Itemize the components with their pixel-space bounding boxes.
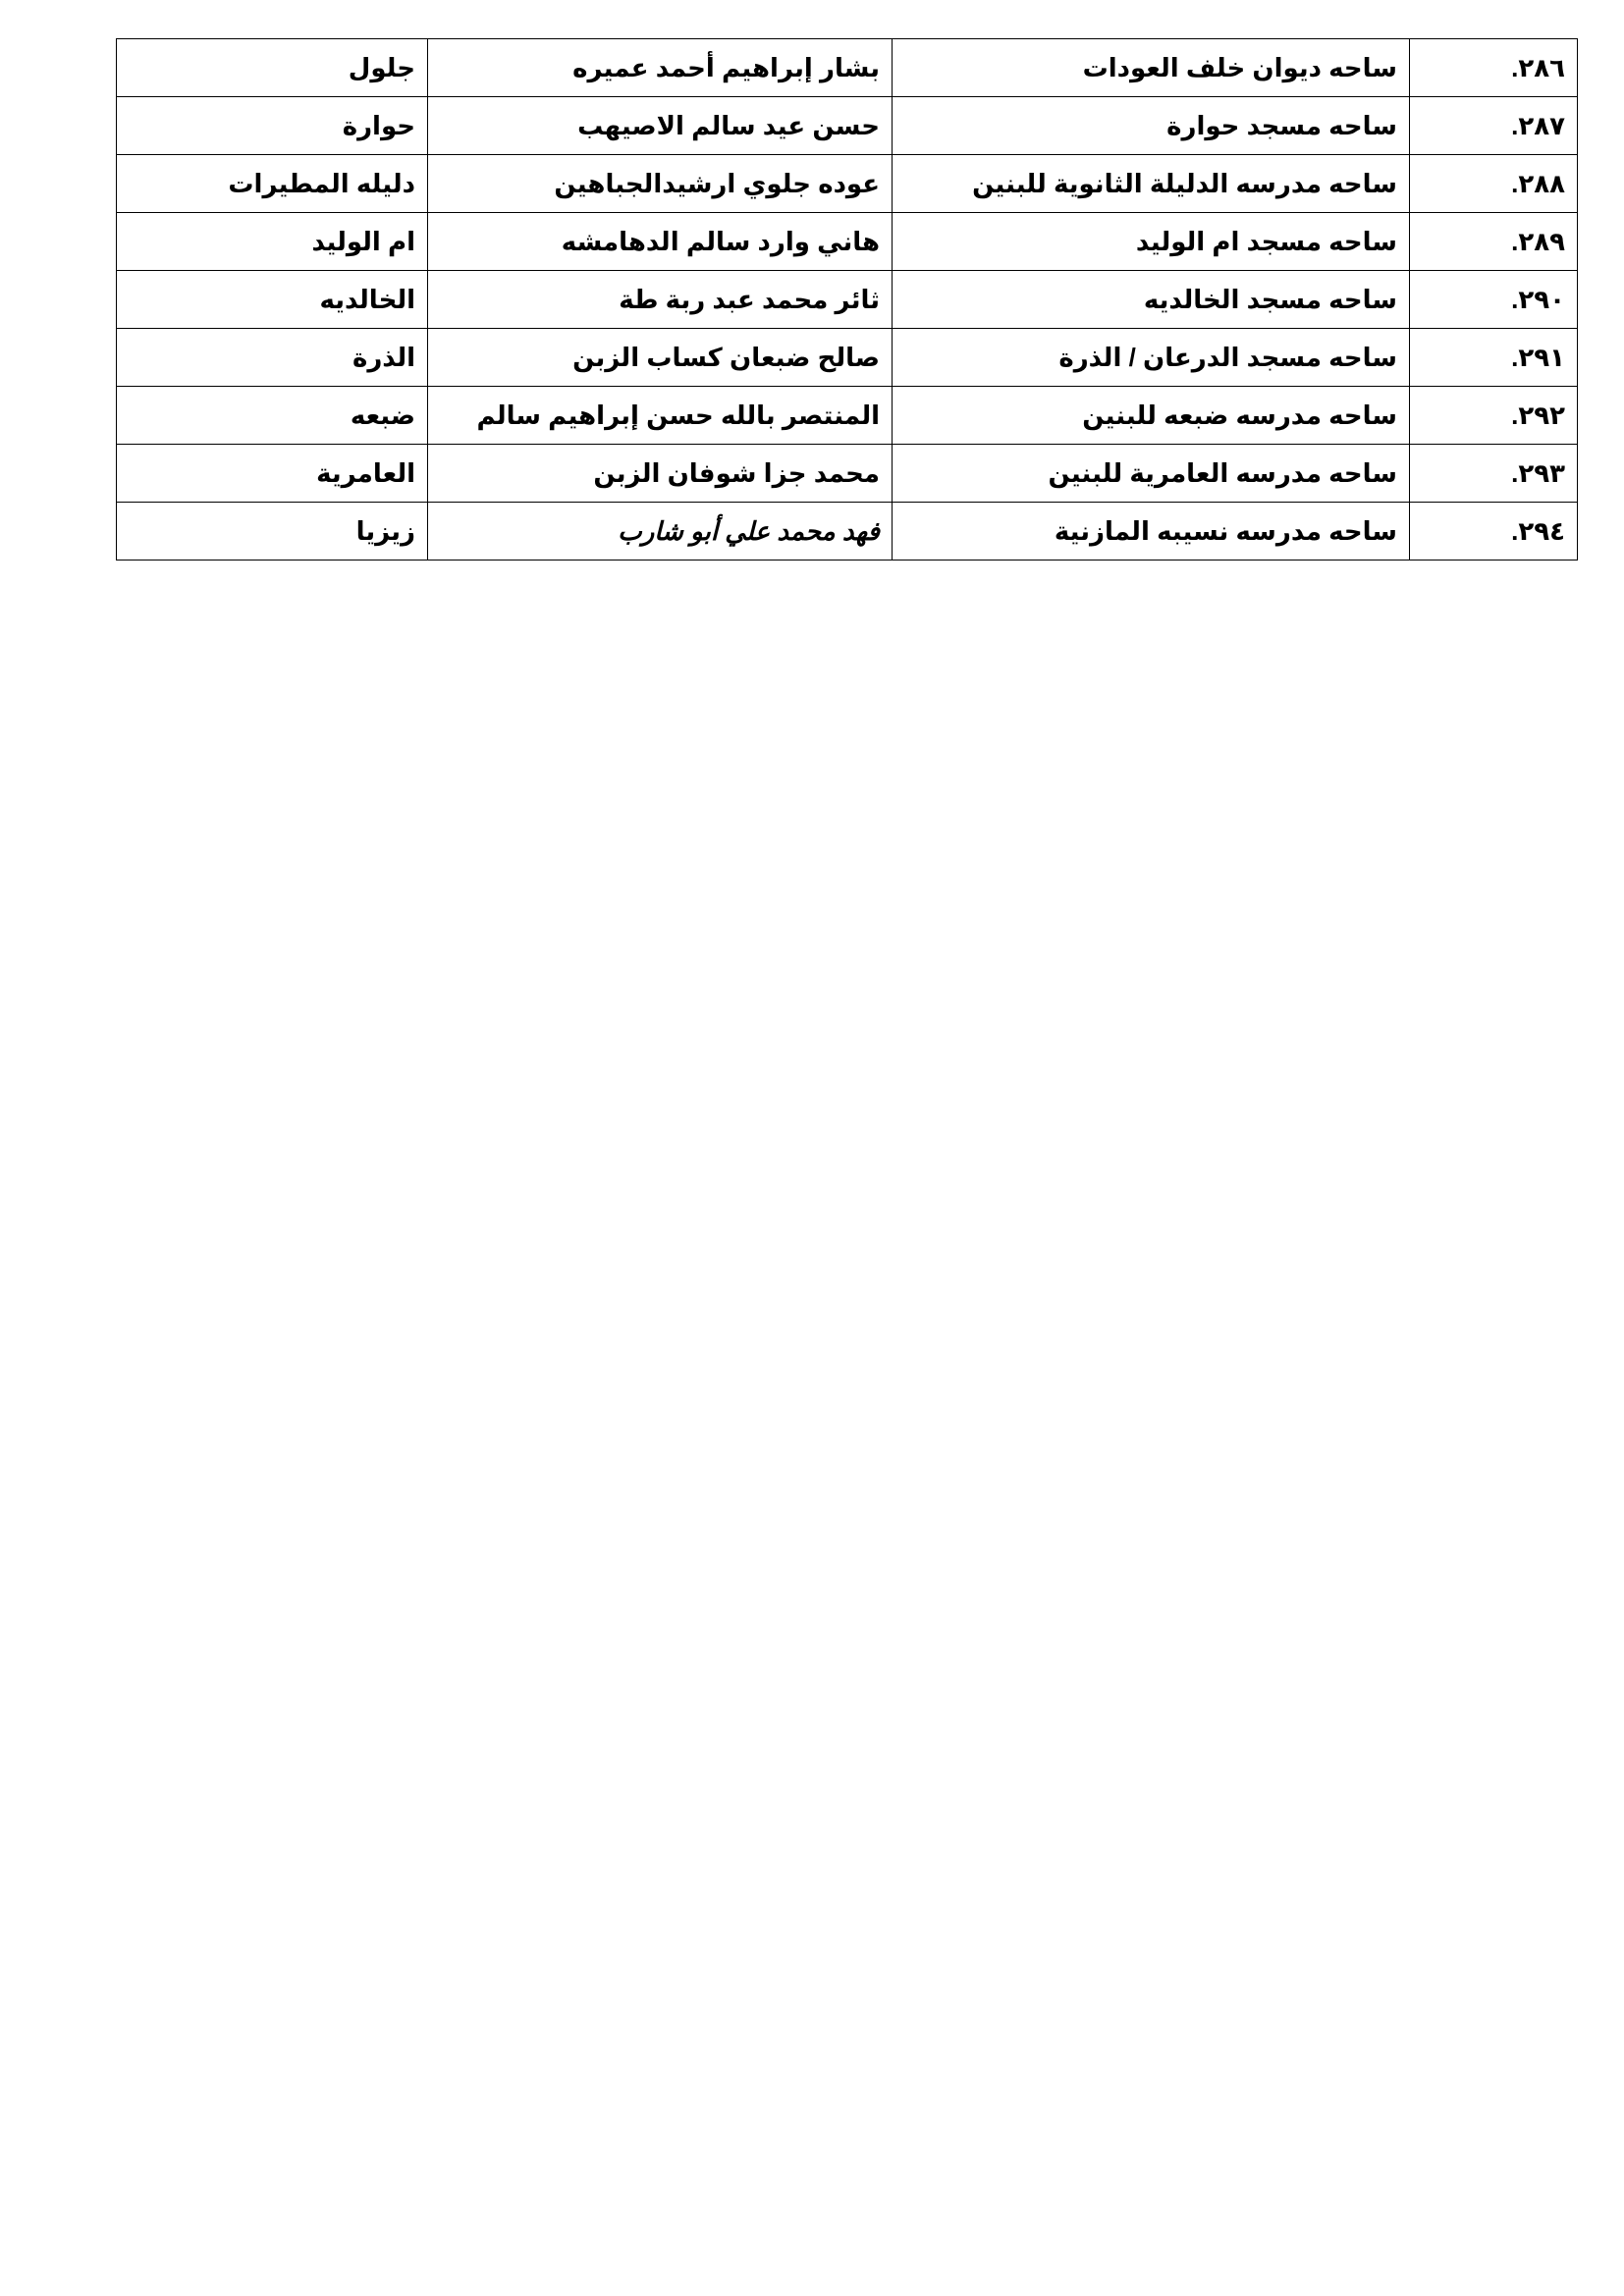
- person-cell: صالح ضبعان كساب الزبن: [428, 329, 893, 387]
- area-cell: زيزيا: [117, 503, 428, 561]
- area-cell: حوارة: [117, 97, 428, 155]
- row-number: ٢٩٤.: [1410, 503, 1578, 561]
- row-number: ٢٩٠.: [1410, 271, 1578, 329]
- person-cell: عوده جلوي ارشيدالجباهين: [428, 155, 893, 213]
- place-cell: ساحه مدرسه الدليلة الثانوية للبنين: [893, 155, 1410, 213]
- person-cell: المنتصر بالله حسن إبراهيم سالم: [428, 387, 893, 445]
- area-cell: الذرة: [117, 329, 428, 387]
- place-cell: ساحه ديوان خلف العودات: [893, 39, 1410, 97]
- table-row: [117, 387, 1578, 445]
- place-cell: ساحه مسجد حوارة: [893, 97, 1410, 155]
- row-number: ٢٨٨.: [1410, 155, 1578, 213]
- place-cell: ساحه مسجد الدرعان / الذرة: [893, 329, 1410, 387]
- row-number: ٢٨٩.: [1410, 213, 1578, 271]
- table-row: [117, 213, 1578, 271]
- person-cell: فهد محمد علي أبو شارب: [428, 503, 893, 561]
- table-row: [117, 271, 1578, 329]
- person-cell: ثائر محمد عبد ربة طة: [428, 271, 893, 329]
- row-number: ٢٨٧.: [1410, 97, 1578, 155]
- row-number: ٢٩١.: [1410, 329, 1578, 387]
- place-cell: ساحه مسجد الخالديه: [893, 271, 1410, 329]
- area-cell: الخالديه: [117, 271, 428, 329]
- table-row: [117, 329, 1578, 387]
- place-cell: ساحه مدرسه ضبعه للبنين: [893, 387, 1410, 445]
- table-row: [117, 503, 1578, 561]
- table-row: [117, 445, 1578, 503]
- table-row: [117, 97, 1578, 155]
- locations-table: [116, 38, 1578, 561]
- place-cell: ساحه مسجد ام الوليد: [893, 213, 1410, 271]
- person-cell: حسن عيد سالم الاصيهب: [428, 97, 893, 155]
- row-number: ٢٨٦.: [1410, 39, 1578, 97]
- area-cell: ضبعه: [117, 387, 428, 445]
- place-cell: ساحه مدرسه العامرية للبنين: [893, 445, 1410, 503]
- row-number: ٢٩٢.: [1410, 387, 1578, 445]
- table-row: [117, 39, 1578, 97]
- person-cell: هاني وارد سالم الدهامشه: [428, 213, 893, 271]
- area-cell: العامرية: [117, 445, 428, 503]
- place-cell: ساحه مدرسه نسيبه المازنية: [893, 503, 1410, 561]
- person-cell: محمد جزا شوفان الزبن: [428, 445, 893, 503]
- row-number: ٢٩٣.: [1410, 445, 1578, 503]
- person-cell: بشار إبراهيم أحمد عميره: [428, 39, 893, 97]
- area-cell: دليله المطيرات: [117, 155, 428, 213]
- table-row: [117, 155, 1578, 213]
- area-cell: جلول: [117, 39, 428, 97]
- area-cell: ام الوليد: [117, 213, 428, 271]
